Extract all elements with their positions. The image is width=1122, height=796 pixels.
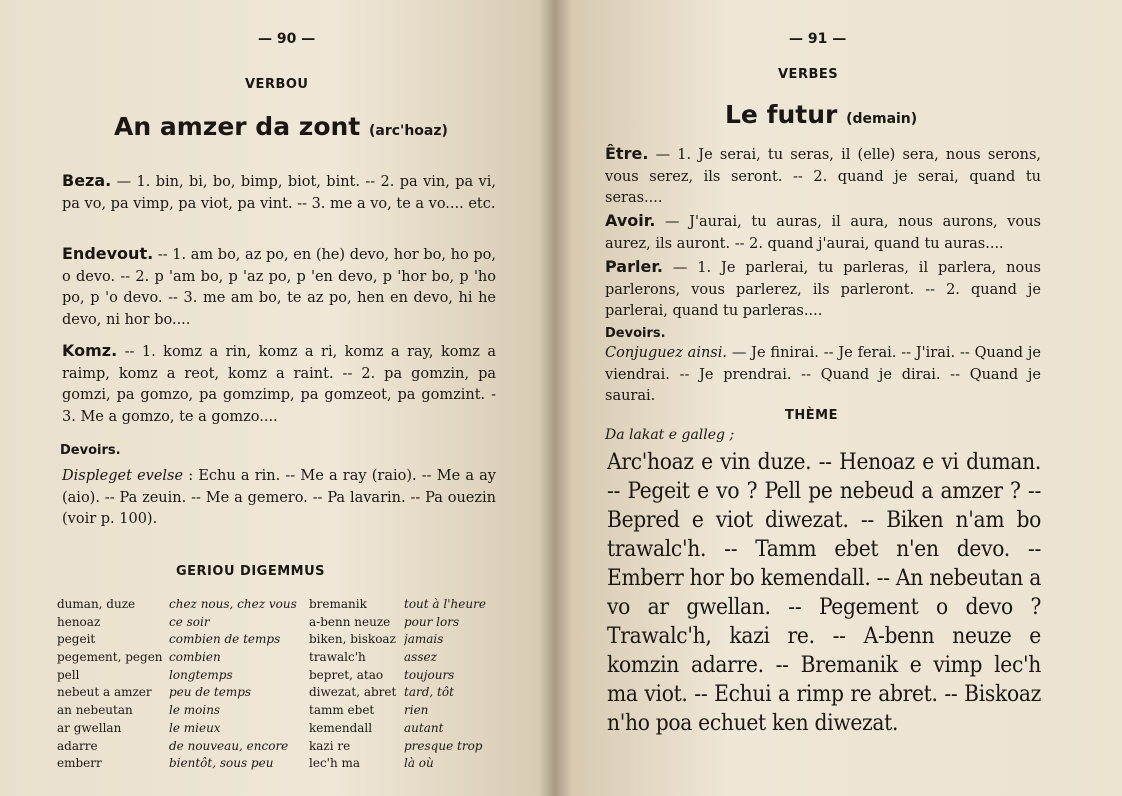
section-heading: VERBOU [245,77,309,92]
french-meaning: pour lors [404,614,460,629]
vocab-row [57,649,507,667]
breton-word: tamm ebet [309,703,375,718]
breton-word: kazi re [309,738,351,753]
breton-word: bremanik [309,597,367,611]
title-text: An amzer da zont [114,112,361,141]
verb-head: Avoir. [605,211,656,230]
breton-word: adarre [57,738,98,753]
lesson-title [114,112,448,141]
title-text: Le futur [725,100,838,129]
french-meaning: bientôt, sous peu [169,756,274,771]
devoirs-exercise [62,466,496,531]
devoirs-lead: Conjuguez ainsi. [605,345,727,361]
vocab-row [57,667,507,685]
conjugation-endevout [62,243,496,331]
verb-head: Parler. [605,257,664,276]
lesson-title [725,100,917,129]
breton-word: nebeut a amzer [57,685,152,700]
breton-word: diwezat, abret [309,685,397,700]
french-meaning: le mieux [169,720,221,735]
page-number: — 90 — [258,31,316,47]
title-note: (demain) [846,111,918,127]
vocab-row [57,755,507,773]
french-meaning: presque trop [404,738,483,753]
breton-word: bepret, atao [309,667,384,682]
conjugation-beza [62,170,496,215]
breton-word: pegeit [57,632,96,647]
devoirs-label: Devoirs. [60,443,121,458]
conjugation-avoir [605,210,1041,255]
french-meaning: toujours [404,667,455,682]
french-meaning: tard, tôt [404,685,454,700]
french-meaning: chez nous, chez vous [169,597,297,611]
french-meaning: peu de temps [169,685,252,700]
verb-head: Endevout. [62,244,154,263]
theme-heading: THÈME [785,408,838,423]
french-meaning: là où [404,756,434,771]
title-note: (arc'hoaz) [368,123,448,139]
breton-word: an nebeutan [57,703,133,718]
french-meaning: combien [169,650,221,665]
vocab-row [57,684,507,702]
vocab-table [57,596,507,773]
devoirs-label: Devoirs. [605,326,666,341]
verb-text: — 1. Je parlerai, tu parleras, il parlera, nous parlerons, vous parlerez, ils parleront. -- 2. quand je parlerai, quand tu parleras.... [605,260,1041,319]
vocab-row [57,702,507,720]
breton-word: duman, duze [57,597,136,611]
french-meaning: jamais [404,632,444,647]
french-meaning: rien [404,703,429,718]
breton-word: biken, biskoaz [309,632,396,647]
french-meaning: longtemps [169,667,233,682]
vocab-row [57,738,507,756]
breton-word: a-benn neuze [309,614,391,629]
french-meaning: ce soir [169,614,210,629]
verb-text: — J'aurai, tu auras, il aura, nous aurons, vous aurez, ils auront. -- 2. quand j'aurai, quand tu auras.... [605,214,1041,252]
conjugation-komz [62,340,496,428]
vocab-row [57,614,507,632]
left-page [0,0,555,796]
devoirs-exercise [605,343,1041,408]
theme-instruction: Da lakat e galleg ; [605,427,735,443]
verb-text: -- 1. am bo, az po, en (he) devo, hor bo, ho po, o devo. -- 2. p 'am bo, p 'az po, p 'en devo, p 'hor bo, p 'ho po, p 'o devo. -- 3. me am bo, te az po, hen en devo, hi he devo, ni hor bo.... [62,247,496,328]
breton-word: emberr [57,756,102,771]
french-meaning: de nouveau, encore [169,738,289,753]
verb-text: — 1. bin, bi, bo, bimp, biot, bint. -- 2. pa vin, pa vi, pa vo, pa vimp, pa viot, pa vint. -- 3. me a vo, te a vo.... etc. [62,174,496,212]
devoirs-text: : Echu a rin. -- Me a ray (raio). -- Me a ay (aio). -- Pa zeuin. -- Me a gemero. -- Pa lavarin. -- Pa ouezin (voir p. 100). [62,468,496,527]
verb-text: -- 1. komz a rin, komz a ri, komz a ray, komz a raimp, komz a reot, komz a raint. -- 2. pa gomzin, pa gomzi, pa gomzo, pa gomzimp, pa gomzeot, pa gomzint. - 3. Me a gomzo, te a gomzo.... [62,344,496,425]
breton-word: henoaz [57,614,101,629]
verb-head: Beza. [62,171,112,190]
conjugation-etre [605,143,1041,210]
page-number: — 91 — [789,31,847,47]
breton-word: pell [57,667,80,682]
breton-word: kemendall [309,720,373,735]
section-heading: VERBES [778,67,839,82]
vocab-row [57,720,507,738]
vocab-row [57,631,507,649]
french-meaning: combien de temps [169,632,281,647]
breton-word: trawalc'h [309,650,366,665]
vocab-heading: GERIOU DIGEMMUS [176,564,326,579]
devoirs-lead: Displeget evelse [62,468,184,484]
conjugation-parler [605,256,1041,323]
breton-word: pegement, pegen [57,650,163,665]
vocab-row [57,596,507,614]
breton-word: ar gwellan [57,720,122,735]
french-meaning: assez [404,650,437,665]
theme-passage: Arc'hoaz e vin duze. -- Henoaz e vi duman. -- Pegeit e vo ? Pell pe nebeud a amzer ? -- Bepred e viot diwezat. -- Biken n'am bo trawalc'h. -- Tamm ebet n'en devo. -- Emberr hor bo kemendall. -- An nebeutan a vo ar gwellan. -- Pegement o devo ? Trawalc'h, kazi re. -- A-benn neuze e komzin adarre. -- Bremanik e vimp lec'h ma viot. -- Echui a rimp re abret. -- Biskoaz n'ho poa echuet ken diwezat. [607,449,1041,736]
verb-head: Komz. [62,341,118,360]
breton-word: lec'h ma [309,756,361,771]
french-meaning: tout à l'heure [404,597,486,611]
verb-text: — 1. Je serai, tu seras, il (elle) sera, nous serons, vous serez, ils seront. -- 2. quand je serai, quand tu seras.... [605,147,1041,206]
french-meaning: le moins [169,703,221,718]
french-meaning: autant [404,720,444,735]
devoirs-text: — Je finirai. -- Je ferai. -- J'irai. -- Quand je viendrai. -- Je prendrai. -- Quand je dirai. -- Quand je saurai. [605,345,1042,404]
verb-head: Être. [605,144,649,163]
